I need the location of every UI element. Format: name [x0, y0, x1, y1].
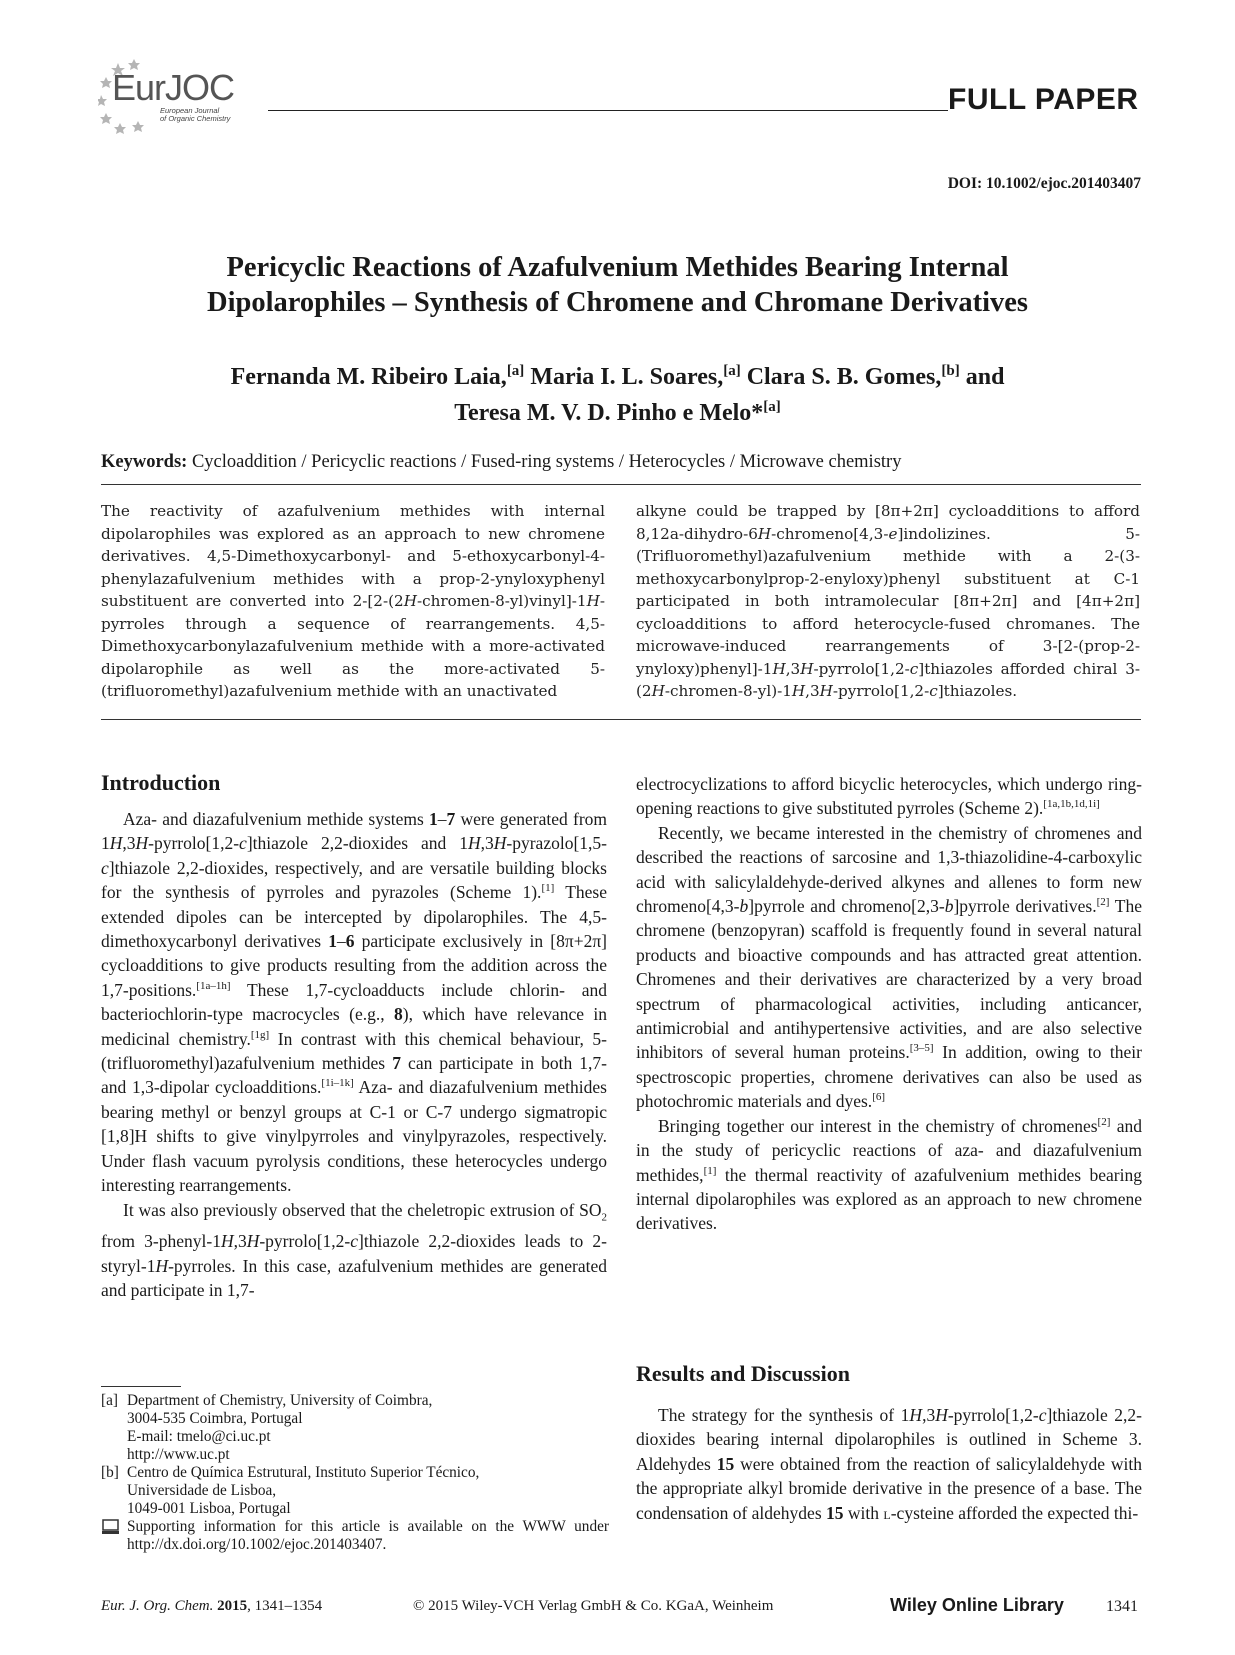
- header-rule: [268, 110, 948, 111]
- footnote-b: [b] Centro de Química Estrutural, Instituto Superior Técnico, Universidade de Lisboa, 1049-001 Lisboa, Portugal: [101, 1464, 480, 1517]
- results-paragraph-1: The strategy for the synthesis of 1H,3H-pyrrolo[1,2-c]thiazole 2,2-dioxides bearing internal dipolarophiles is outlined in Scheme 3. Aldehydes 15 were obtained from the reaction of salicylaldehyde with the appropriate alkyl bromide derivative in the presence of a base. The condensation of aldehydes 15 with l-cysteine afforded the expected thi-: [636, 1405, 1143, 1523]
- logo-subtitle: European Journal of Organic Chemistry: [160, 106, 231, 123]
- intro-paragraph-5: Bringing together our interest in the chemistry of chromenes[2] and in the study of pericyclic reactions of aza- and diazafulvenium methides,[1] the thermal reactivity of azafulvenium methides bearing internal dipolarophiles was explored as an approach to new chromene derivatives.: [636, 1115, 1142, 1234]
- doi: DOI: 10.1002/ejoc.201403407: [947, 175, 1141, 192]
- abstract-right: alkyne could be trapped by [8π+2π] cycloadditions to afford 8,12a-dihydro-6H-chromeno[4,3-e]indolizines. 5-(Trifluoromethyl)azafulvenium methide with a 2-(3-methoxycarbonylprop-2-enyloxy)phenyl substituent at C-1 participated in both intramolecular [8π+2π] and [4π+2π] cycloadditions to afford heterocycle-fused chromanes. The microwave-induced rearrangements of 3-[2-(prop-2-ynyloxy)phenyl]-1H,3H-pyrrolo[1,2-c]thiazoles afforded chiral 3-(2H-chromen-8-yl)-1H,3H-pyrrolo[1,2-c]thiazoles.: [636, 502, 1140, 700]
- results-column: [636, 1403, 1142, 1525]
- footnotes: [101, 1392, 609, 1554]
- section-label: FULL PAPER: [948, 83, 1139, 116]
- supporting-info: Supporting information for this article is available on the WWW under http://dx.doi.org/10.1002/ejoc.201403407.: [101, 1518, 609, 1554]
- keywords-rule: [101, 484, 1141, 485]
- intro-paragraph-3: electrocyclizations to afford bicyclic heterocycles, which undergo ring-opening reactions to give substituted pyrroles (Scheme 2).[1a,1b,1d,1i]: [636, 774, 1142, 819]
- copyright: © 2015 Wiley-VCH Verlag GmbH & Co. KGaA, Weinheim: [413, 1598, 774, 1614]
- author-list: Fernanda M. Ribeiro Laia,[a] Maria I. L. Soares,[a] Clara S. B. Gomes,[b] and Teresa M. V. D. Pinho e Melo*[a]: [230, 363, 1005, 426]
- results-heading: Results and Discussion: [636, 1361, 850, 1386]
- right-column: [636, 772, 1142, 1236]
- page-number: 1341: [1106, 1598, 1138, 1615]
- left-column: [101, 807, 607, 1303]
- intro-paragraph-2: It was also previously observed that the cheletropic extrusion of $SO_2$ from 3-phenyl-1H,3H-pyrrolo[1,2-c]thiazole 2,2-dioxides leads to 2-styryl-1H-pyrroles. In this case, azafulvenium methides are generated and participate in 1,7-: [101, 1199, 607, 1301]
- wiley-online-library: Wiley Online Library: [890, 1595, 1064, 1615]
- paper-title: Pericyclic Reactions of Azafulvenium Methides Bearing Internal Dipolarophiles – Synthesis of Chromene and Chromane Derivatives: [206, 252, 1028, 318]
- footnote-a: [a] Department of Chemistry, University of Coimbra, 3004-535 Coimbra, Portugal E-mail: tmelo@ci.uc.pt http://www.uc.pt: [101, 1392, 433, 1463]
- intro-paragraph-1: Aza- and diazafulvenium methide systems 1–7 were generated from 1H,3H-pyrrolo[1,2-c]thiazole 2,2-dioxides and 1H,3H-pyrazolo[1,5-c]thiazole 2,2-dioxides, respectively, and are versatile building blocks for the synthesis of pyrroles and pyrazoles (Scheme 1).[1] These extended dipoles can be intercepted by dipolarophiles. The 4,5-dimethoxycarbonyl derivatives 1–6 participate exclusively in [8π+2π] cycloadditions to give products resulting from the addition across the 1,7-positions.[1a–1h] These 1,7-cycloadducts include chlorin- and bacteriochlorin-type macrocycles (e.g., 8), which have relevance in medicinal chemistry.[1g] In contrast with this chemical behaviour, 5-(trifluoromethyl)azafulvenium methides 7 can participate in both 1,7- and 1,3-dipolar cycloadditions.[1i–1k] Aza- and diazafulvenium methides bearing methyl or benzyl groups at C-1 or C-7 undergo sigmatropic [1,8]H shifts to give vinylpyrroles and vinylpyrazoles, respectively. Under flash vacuum pyrolysis conditions, these heterocycles undergo interesting rearrangements.: [101, 809, 608, 1196]
- footnote-rule: [101, 1386, 181, 1387]
- abstract-rule: [101, 719, 1141, 720]
- intro-paragraph-4: Recently, we became interested in the chemistry of chromenes and described the reactions of sarcosine and 1,3-thiazolidine-4-carboxylic acid with salicylaldehyde-derived alkynes and allenes to form new chromeno[4,3-b]pyrrole and chromeno[2,3-b]pyrrole derivatives.[2] The chromene (benzopyran) scaffold is frequently found in several natural products and bioactive compounds and has attracted great attention. Chromenes and their derivatives are characterized by a very broad spectrum of pharmacological activities, including anticancer, antimicrobial and antihypertensive activities, and are also selective inhibitors of several human proteins.[3–5] In addition, owing to their spectroscopic properties, chromene derivatives can also be used as photochromic materials and dyes.[6]: [636, 822, 1142, 1112]
- introduction-heading: Introduction: [101, 770, 221, 795]
- journal-logo: [98, 55, 268, 135]
- keywords: Keywords: Cycloaddition / Pericyclic reactions / Fused-ring systems / Heterocycles / Microwave chemistry: [101, 452, 902, 472]
- logo-text: EurJOC: [112, 67, 235, 108]
- journal-citation: Eur. J. Org. Chem. 2015, 1341–1354: [101, 1598, 323, 1614]
- abstract-left: The reactivity of azafulvenium methides with internal dipolarophiles was explored as an approach to new chromene derivatives. 4,5-Dimethoxycarbonyl- and 5-ethoxycarbonyl-4-phenylazafulvenium methides with a prop-2-ynyloxyphenyl substituent are converted into 2-[2-(2H-chromen-8-yl)vinyl]-1H-pyrroles through a sequence of rearrangements. 4,5-Dimethoxycarbonylazafulvenium methide with a more-activated dipolarophile as well as the more-activated 5-(trifluoromethyl)azafulvenium methide with an unactivated: [101, 502, 605, 700]
- computer-icon: [101, 1518, 127, 1554]
